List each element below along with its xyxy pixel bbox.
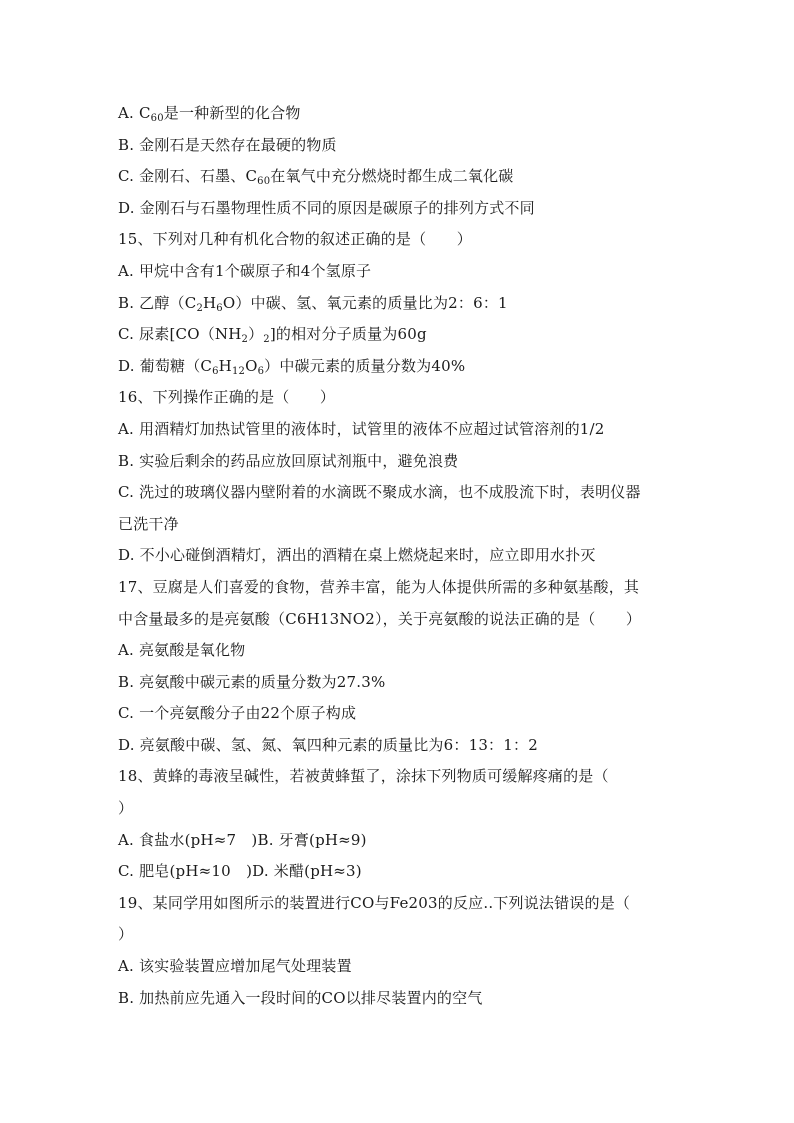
text-run: 16、下列操作正确的是（ ） — [118, 388, 336, 407]
text-run: D. 亮氨酸中碳、氢、氮、氧四种元素的质量比为6：13：1：2 — [118, 735, 538, 754]
text-run: B. 加热前应先通入一段时间的CO以排尽装置内的空气 — [118, 988, 483, 1007]
text-run: C. 肥皂(pH≈10 )D. 米醋(pH≈3) — [118, 862, 362, 881]
text-run: B. 金刚石是天然存在最硬的物质 — [118, 135, 337, 154]
text-run: B. 实验后剩余的药品应放回原试剂瓶中，避免浪费 — [118, 451, 459, 470]
text-run: A. 甲烷中含有1个碳原子和4个氢原子 — [118, 261, 372, 280]
subscript: 2 — [263, 334, 270, 346]
text-run: ） — [118, 799, 134, 818]
text-line-q15b — [118, 288, 678, 320]
text-line-q17d — [118, 730, 678, 762]
question-text-block — [118, 98, 678, 1014]
text-line-q15a — [118, 256, 678, 288]
subscript: 6 — [257, 365, 265, 377]
text-line-q15c — [118, 319, 678, 351]
text-line-q19l2 — [118, 919, 678, 951]
text-run: C. 洗过的玻璃仪器内壁附着的水滴既不聚成水滴，也不成股流下时，表明仪器 — [118, 483, 641, 502]
text-line-q19l1 — [118, 888, 678, 920]
text-line-q14d — [118, 193, 678, 225]
text-line-q16d — [118, 540, 678, 572]
text-line-q17b — [118, 667, 678, 699]
text-run: 18、黄蜂的毒液呈碱性，若被黄蜂蜇了，涂抹下列物质可缓解疼痛的是（ — [118, 767, 609, 786]
text-run: 15、下列对几种有机化合物的叙述正确的是（ ） — [118, 230, 472, 249]
text-line-q18cd — [118, 856, 678, 888]
text-run: 中含量最多的是亮氨酸（C6H13NO2），关于亮氨酸的说法正确的是（ ） — [118, 609, 642, 628]
text-line-q16c1 — [118, 477, 678, 509]
text-run: ）中碳元素的质量分数为40% — [264, 356, 466, 375]
subscript: 2 — [241, 334, 249, 346]
text-run: C. 金刚石、石墨、C — [118, 167, 258, 186]
text-line-q19a — [118, 951, 678, 983]
text-run: B. 亮氨酸中碳元素的质量分数为27.3% — [118, 672, 386, 691]
text-run: ） — [118, 925, 134, 944]
text-run: ]的相对分子质量为60g — [269, 325, 427, 344]
subscript: 60 — [150, 113, 164, 124]
text-line-q18ab — [118, 825, 678, 857]
text-run: C. 一个亮氨酸分子由22个原子构成 — [118, 704, 357, 723]
text-run: D. 金刚石与石墨物理性质不同的原因是碳原子的排列方式不同 — [118, 198, 535, 217]
text-run: A. 该实验装置应增加尾气处理装置 — [118, 957, 352, 976]
text-run: 在氧气中充分燃烧时都生成二氧化碳 — [270, 167, 514, 186]
subscript: 2 — [196, 302, 203, 314]
text-run: C. 尿素[CO（NH — [118, 325, 242, 344]
text-run: A. 亮氨酸是氧化物 — [118, 641, 246, 660]
text-run: 19、某同学用如图所示的装置进行CO与Fe203的反应..下列说法错误的是（ — [118, 893, 631, 912]
text-line-q17l2 — [118, 604, 678, 636]
text-line-q19b — [118, 983, 678, 1015]
text-line-q17l1 — [118, 572, 678, 604]
text-line-q14b — [118, 130, 678, 162]
text-line-q14a — [118, 98, 678, 130]
subscript: 6 — [212, 365, 219, 377]
text-run: 是一种新型的化合物 — [163, 104, 301, 122]
text-run: 已洗干净 — [118, 514, 179, 533]
text-run: D. 不小心碰倒酒精灯，洒出的酒精在桌上燃烧起来时，应立即用水扑灭 — [118, 546, 596, 565]
text-line-q16 — [118, 382, 678, 414]
text-line-q18l2 — [118, 793, 678, 825]
text-line-q18l1 — [118, 761, 678, 793]
text-line-q15d — [118, 351, 678, 383]
text-line-q17a — [118, 635, 678, 667]
text-run: H — [203, 293, 217, 312]
text-run: B. 乙醇（C — [118, 293, 197, 312]
text-run: A. C — [118, 104, 151, 122]
subscript: 12 — [231, 365, 246, 377]
text-line-q15 — [118, 224, 678, 256]
text-run: O）中碳、氢、氧元素的质量比为2：6：1 — [222, 293, 508, 312]
text-run: 17、豆腐是人们喜爱的食物，营养丰富，能为人体提供所需的多种氨基酸，其 — [118, 577, 640, 596]
subscript: 60 — [257, 176, 271, 188]
text-run: A. 用酒精灯加热试管里的液体时，试管里的液体不应超过试管溶剂的1/2 — [118, 419, 605, 438]
text-run: ） — [248, 325, 264, 344]
text-run: H — [218, 356, 232, 375]
text-line-q16b — [118, 446, 678, 478]
text-line-q14c — [118, 161, 678, 193]
subscript: 6 — [216, 302, 223, 314]
text-line-q17c — [118, 698, 678, 730]
text-run: D. 葡萄糖（C — [118, 356, 213, 375]
text-run: O — [245, 356, 258, 375]
text-line-q16a — [118, 414, 678, 446]
text-run: A. 食盐水(pH≈7 )B. 牙膏(pH≈9) — [118, 830, 367, 849]
text-line-q16c2 — [118, 509, 678, 541]
